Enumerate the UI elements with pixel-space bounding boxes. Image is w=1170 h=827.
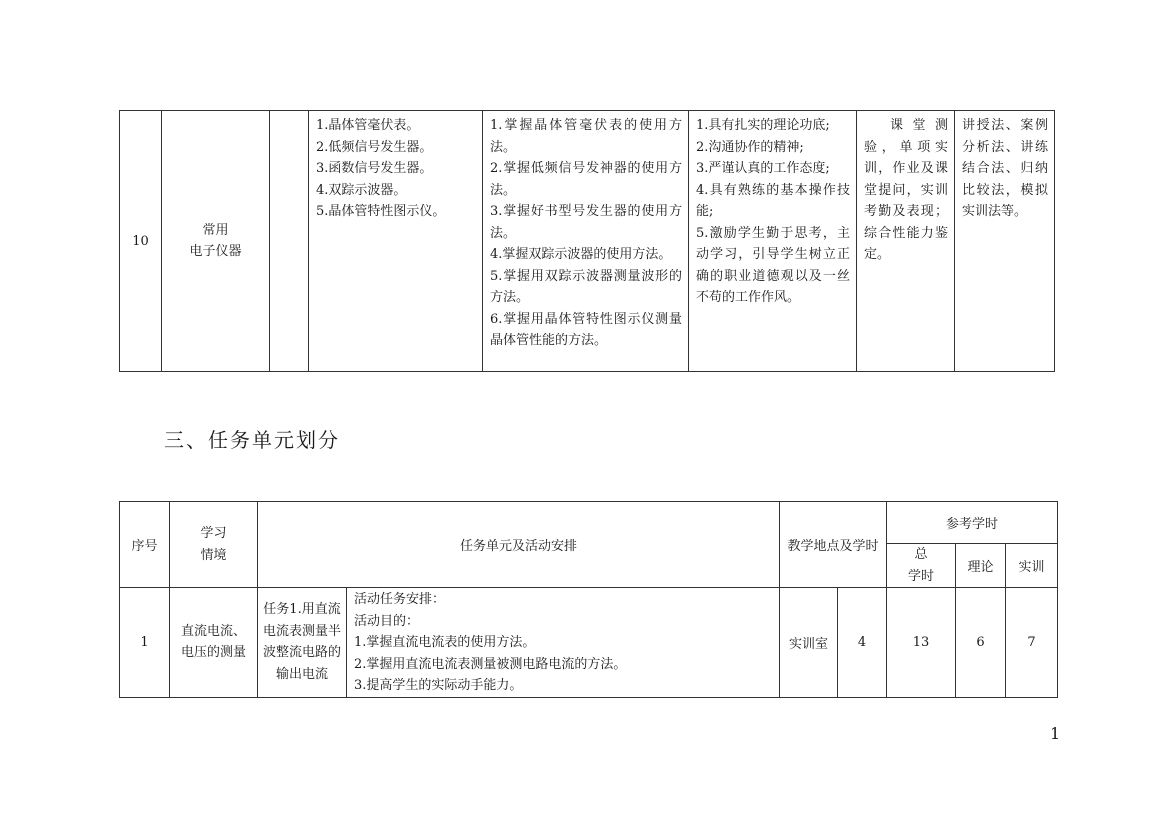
assessment-methods: 课堂测验，单项实训，作业及课堂提问，实训考勤及表现；综合性能力鉴定。 [864,118,948,262]
equipment-list: 1.晶体管毫伏表。 2.低频信号发生器。 3.函数信号发生器。 4.双踪示波器。 5.晶体管特性图示仪。 [316,118,446,219]
header-practice: 实训 [1006,544,1058,588]
empty-cell [270,111,309,372]
row-practice: 7 [1006,588,1058,698]
teaching-methods: 讲授法、案例分析法、讲练结合法、归纳比较法，模拟实训法等。 [962,118,1048,219]
row-seq: 1 [120,588,170,698]
row-task: 任务1.用直流电流表测量半波整流电路的输出电流 [258,588,347,698]
course-content-table [119,110,1055,372]
row-situation: 直流电流、 电压的测量 [170,588,258,698]
module-name: 常用 电子仪器 [162,111,270,372]
row-location: 实训室 [780,588,838,698]
header-theory: 理论 [956,544,1006,588]
skill-objectives: 1.掌握晶体管毫伏表的使用方法。 2.掌握低频信号发神器的使用方法。 3.掌握好书型号发生器的使用方法。 4.掌握双踪示波器的使用方法。 5.掌握用双踪示波器测量波形的方法。 6.掌握用晶体管特性图示仪测量晶体管性能的方法。 [490,118,682,348]
quality-objectives: 1.具有扎实的理论功底; 2.沟通协作的精神; 3.严谨认真的工作态度; 4.具有熟练的基本操作技能; 5.激励学生勤于思考，主动学习，引导学生树立正确的职业道德观以及一丝不苟的工作作风。 [696,118,850,305]
page-number: 1 [1050,724,1061,743]
header-tasks: 任务单元及活动安排 [258,502,780,588]
section-heading: 三、任务单元划分 [164,428,340,452]
table-row [120,111,1055,372]
header-seq: 序号 [120,502,170,588]
header-row [120,502,1058,544]
row-activity: 活动任务安排： 活动目的： 1.掌握直流电流表的使用方法。 2.掌握用直流电流表测量被测电路电流的方法。 3.提高学生的实际动手能力。 [354,592,627,693]
row-number: 10 [120,111,162,372]
row-location-hours: 4 [838,588,887,698]
task-unit-table [119,501,1058,698]
header-total: 总 学时 [887,544,956,588]
table-row [120,588,1058,698]
header-ref-hours: 参考学时 [887,502,1058,544]
header-situation: 学习 情境 [170,502,258,588]
header-location: 教学地点及学时 [780,502,887,588]
row-total: 13 [887,588,956,698]
row-theory: 6 [956,588,1006,698]
